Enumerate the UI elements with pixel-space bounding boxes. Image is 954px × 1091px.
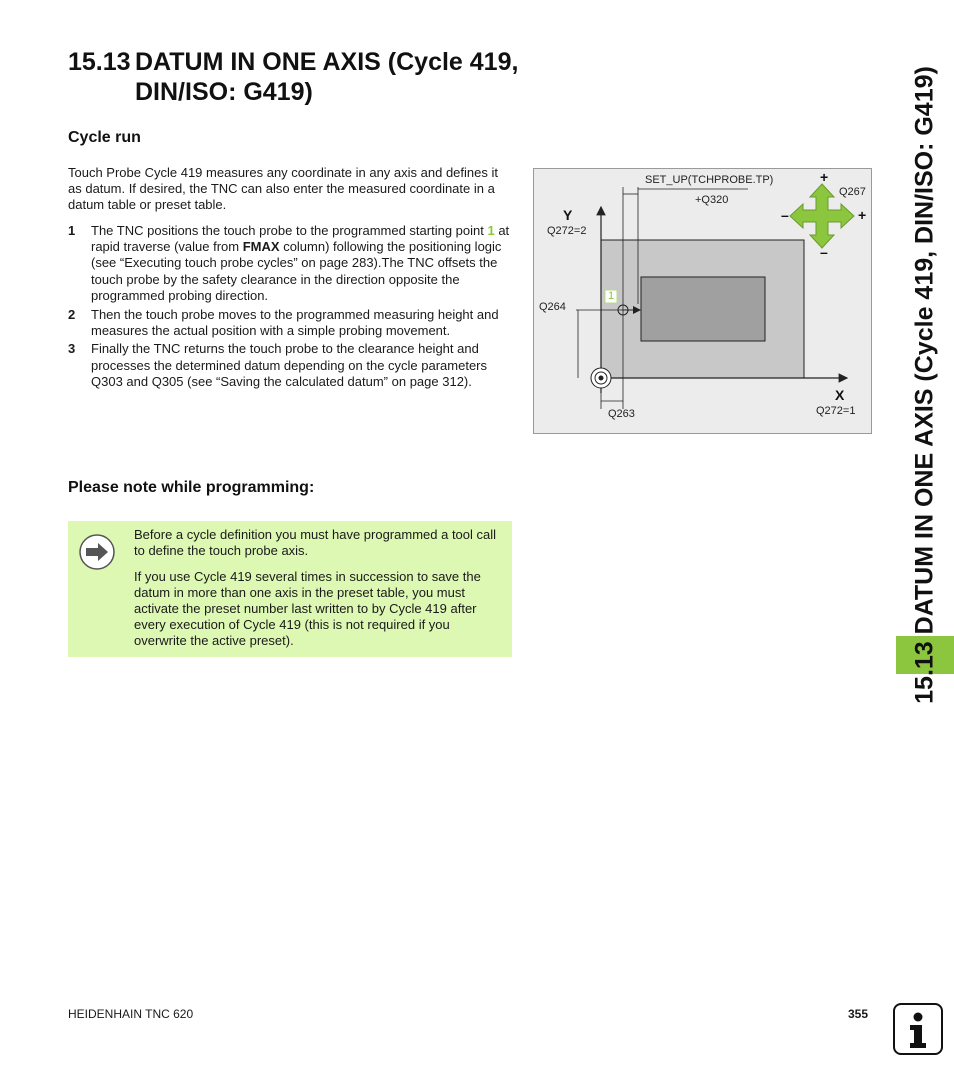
title-line1: DATUM IN ONE AXIS (Cycle 419, — [135, 48, 519, 76]
intro-paragraph: Touch Probe Cycle 419 measures any coordinate in any axis and defines it as datum. If desired, the TNC can also enter the measured coordinate in a datum table or preset table. — [68, 165, 498, 213]
point-1-label: 1 — [608, 290, 615, 302]
q272-1-label: Q272=1 — [816, 405, 856, 417]
step-text: The TNC positions the touch probe to the programmed starting point 1 at rapid traverse (value from FMAX column) following the positioning logic (see “Executing touch probe cycles” on page 283).The TNC offsets the touch probe by the safety clearance in the direction opposite the programmed probing direction. — [91, 223, 510, 303]
steps-list — [68, 223, 513, 393]
workpiece-inner — [641, 277, 765, 341]
q263-label: Q263 — [608, 408, 635, 420]
starting-point-ref: 1 — [487, 223, 495, 238]
note-1: Before a cycle definition you must have programmed a tool call to define the touch probe axis. — [134, 527, 497, 558]
step-3 — [68, 341, 513, 390]
info-icon — [893, 1003, 943, 1055]
figure-drawing — [534, 169, 871, 433]
minus-bottom: – — [820, 244, 828, 260]
cycle-figure — [533, 168, 872, 434]
page-title — [68, 47, 518, 107]
y-axis-label: Y — [563, 207, 573, 223]
setup-label: SET_UP(TCHPROBE.TP) — [645, 174, 774, 186]
step-1 — [68, 223, 513, 304]
step-number: 1 — [68, 223, 76, 238]
step-2 — [68, 307, 513, 339]
x-axis-label: X — [835, 387, 845, 403]
q267-label: Q267 — [839, 186, 866, 198]
note-2: If you use Cycle 419 several times in succession to save the datum in more than one axis in the preset table, you must activate the preset number last written to by Cycle 419 after every execution of Cycle 419 (this is not required if you overwrite the active preset). — [134, 569, 481, 648]
title-line2: DIN/ISO: G419) — [135, 78, 313, 106]
footer-product: HEIDENHAIN TNC 620 — [68, 1007, 194, 1021]
step-number: 3 — [68, 341, 76, 357]
side-title: 15.13 DATUM IN ONE AXIS (Cycle 419, DIN/ISO: G419) — [910, 66, 939, 704]
q264-label: Q264 — [539, 301, 566, 313]
fmax-term: FMAX — [242, 239, 280, 255]
q272-2-label: Q272=2 — [547, 225, 587, 237]
step-number: 2 — [68, 306, 76, 322]
arrow-right-icon — [78, 533, 116, 571]
plus-right: + — [858, 207, 867, 223]
note-box — [68, 521, 512, 657]
minus-left: – — [781, 207, 789, 223]
q320-label: +Q320 — [695, 194, 729, 206]
cycle-run-heading: Cycle run — [68, 129, 141, 146]
section-number: 15.13 — [68, 48, 131, 76]
step-text: Finally the TNC returns the touch probe to the clearance height and processes the determined datum depending on the cycle parameters Q303 and Q305 (see “Saving the calculated datum” on page 312). — [91, 341, 488, 389]
notes-heading: Please note while programming: — [68, 479, 315, 496]
plus-top: + — [820, 169, 829, 185]
page-number: 355 — [848, 1007, 869, 1021]
step-text: Then the touch probe moves to the programmed measuring height and measures the actual position with a simple probing movement. — [91, 306, 499, 338]
